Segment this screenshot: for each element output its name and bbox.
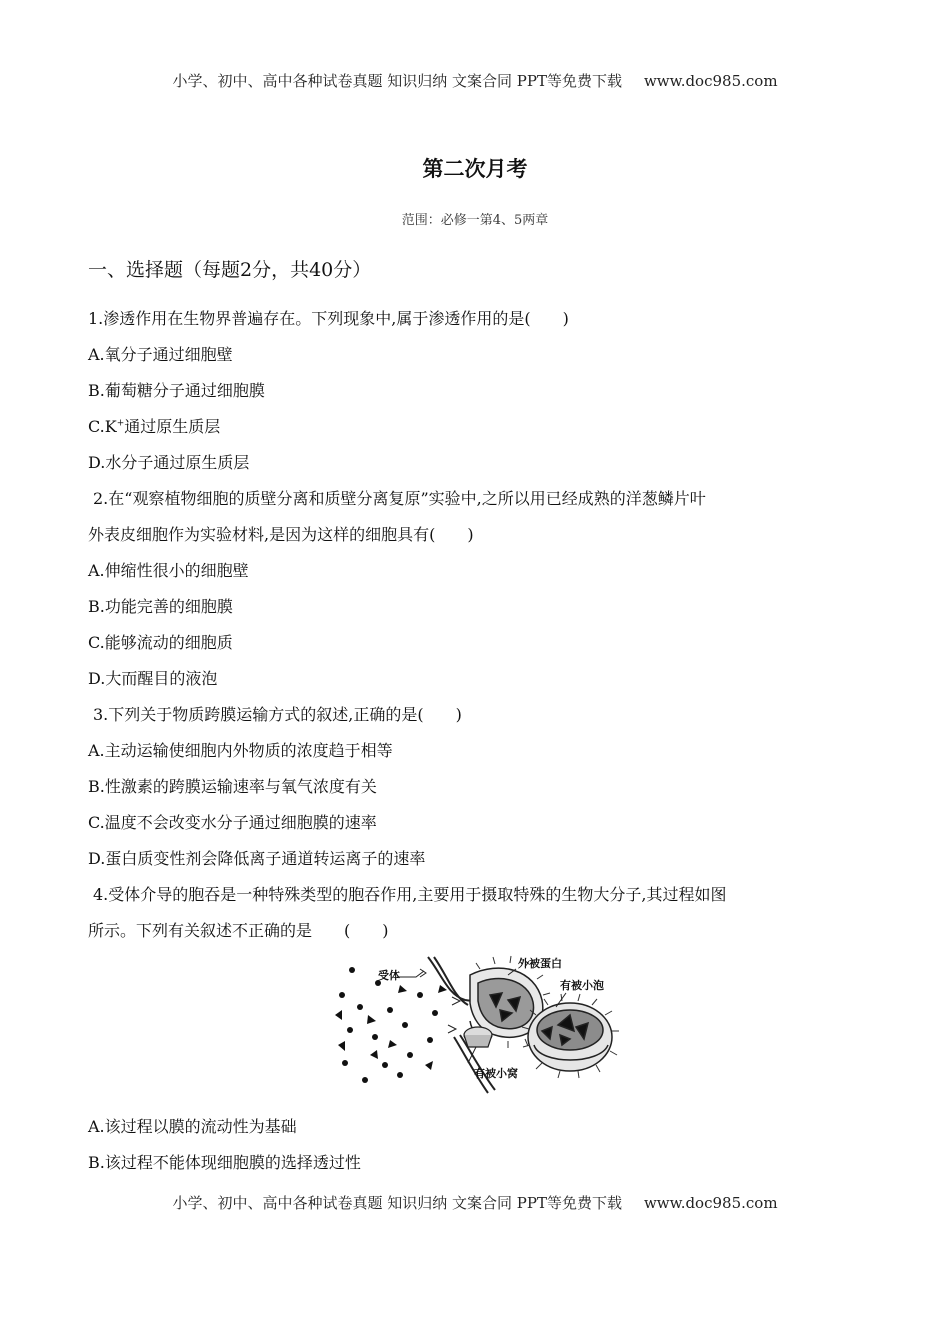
page-footer [0, 1192, 950, 1213]
exam-scope: 范围：必修一第4、5两章 [401, 213, 549, 228]
footer-text: 小学、初中、高中各种试卷真题 知识归纳 文案合同 PPT等免费下载 [172, 1194, 622, 1212]
q1-option-c-pre: C.K [88, 417, 117, 436]
endocytosis-diagram [330, 955, 640, 1095]
q1-option-d: D.水分子通过原生质层 [88, 453, 250, 472]
footer-url[interactable]: www.doc985.com [643, 1194, 778, 1212]
page-header [0, 70, 950, 91]
section-heading: 一、选择题（每题2分，共40分） [88, 259, 372, 281]
q1-option-c-post: 通过原生质层 [124, 417, 221, 436]
q1-stem: 1.渗透作用在生物界普遍存在。下列现象中,属于渗透作用的是( ) [88, 309, 569, 328]
q1-option-b: B.葡萄糖分子通过细胞膜 [88, 381, 265, 400]
label-receptor: 受体 [378, 969, 400, 982]
q2-option-b: B.功能完善的细胞膜 [88, 597, 233, 616]
q4-option-b: B.该过程不能体现细胞膜的选择透过性 [88, 1153, 361, 1172]
q2-option-a: A.伸缩性很小的细胞壁 [88, 561, 249, 580]
label-coated-pit: 有被小窝 [474, 1067, 518, 1080]
q4-option-a: A.该过程以膜的流动性为基础 [88, 1117, 297, 1136]
extracellular-particles [335, 967, 447, 1083]
q3-option-b: B.性激素的跨膜运输速率与氧气浓度有关 [88, 777, 377, 796]
q3-option-c: C.温度不会改变水分子通过细胞膜的速率 [88, 813, 377, 832]
pit-base [464, 1027, 492, 1047]
q1-option-c [88, 414, 220, 437]
label-coat-protein: 外被蛋白 [518, 957, 562, 970]
coated-vesicle [528, 1003, 612, 1071]
q2-option-c: C.能够流动的细胞质 [88, 633, 233, 652]
q4-stem-line2: 所示。下列有关叙述不正确的是 ( ) [88, 921, 389, 940]
q4-stem-line1: 4.受体介导的胞吞是一种特殊类型的胞吞作用,主要用于摄取特殊的生物大分子,其过程如图 [93, 885, 727, 904]
q1-option-a: A.氧分子通过细胞壁 [88, 345, 233, 364]
q1-option-c-sup: + [116, 418, 125, 429]
q2-option-d: D.大而醒目的液泡 [88, 669, 218, 688]
q2-stem-line2: 外表皮细胞作为实验材料,是因为这样的细胞具有( ) [88, 525, 474, 544]
q3-option-d: D.蛋白质变性剂会降低离子通道转运离子的速率 [88, 849, 426, 868]
q2-stem-line1: 2.在“观察植物细胞的质壁分离和质壁分离复原”实验中,之所以用已经成熟的洋葱鳞片叶 [93, 489, 706, 508]
header-url[interactable]: www.doc985.com [643, 72, 778, 90]
q3-stem: 3.下列关于物质跨膜运输方式的叙述,正确的是( ) [93, 705, 462, 724]
page-title: 第二次月考 [422, 157, 528, 181]
endocytosis-figure [330, 955, 640, 1095]
header-text: 小学、初中、高中各种试卷真题 知识归纳 文案合同 PPT等免费下载 [172, 72, 622, 90]
label-coated-vesicle: 有被小泡 [560, 979, 604, 992]
q3-option-a: A.主动运输使细胞内外物质的浓度趋于相等 [88, 741, 393, 760]
